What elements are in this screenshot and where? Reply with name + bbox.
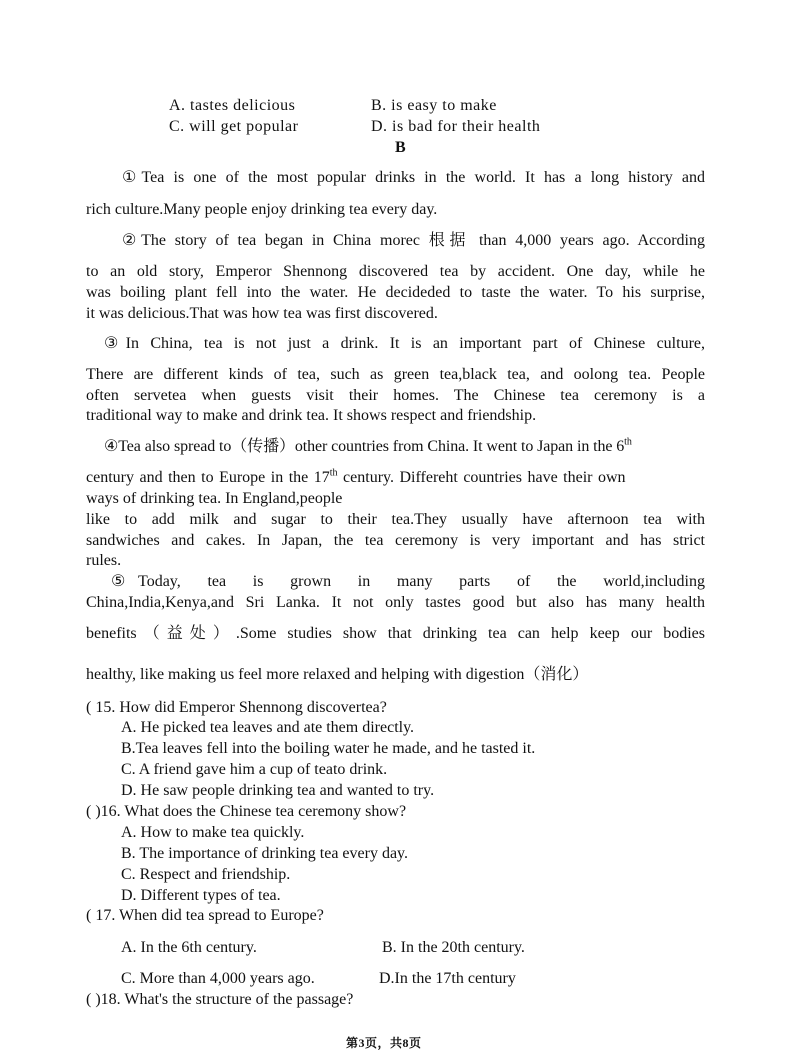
prev-option-c: C. will get popular xyxy=(169,118,299,135)
passage-line: China,India,Kenya,and Sri Lanka. It not only tastes good but also has many health xyxy=(86,594,705,611)
passage-line-text: century. Differeht countries have their own xyxy=(337,469,626,486)
answer-option: C. More than 4,000 years ago. xyxy=(121,970,315,987)
question-stem: ( 17. When did tea spread to Europe? xyxy=(86,907,324,924)
passage-line: healthy, like making us feel more relaxed and helping with digestion（消化） xyxy=(86,666,589,683)
passage-line: ①Tea is one of the most popular drinks in the world. It has a long history and xyxy=(122,169,705,186)
superscript: th xyxy=(329,467,338,479)
passage-line: ways of drinking tea. In England,people xyxy=(86,490,343,507)
passage-line: ⑤Today, tea is grown in many parts of the world,including xyxy=(111,573,705,590)
section-label: B xyxy=(395,139,406,156)
answer-option: D. He saw people drinking tea and wanted to try. xyxy=(121,782,435,799)
passage-line: traditional way to make and drink tea. It shows respect and friendship. xyxy=(86,407,537,424)
answer-option: C. Respect and friendship. xyxy=(121,866,291,883)
passage-line-text: ④Tea also spread to（传播）other countries from China. It went to Japan in the 6 xyxy=(104,438,625,455)
question-stem: ( 15. How did Emperor Shennong discovertea? xyxy=(86,699,387,716)
passage-line: it was delicious.That was how tea was first discovered. xyxy=(86,305,438,322)
passage-line: ③In China, tea is not just a drink. It is an important part of Chinese culture, xyxy=(104,335,705,352)
answer-option: A. How to make tea quickly. xyxy=(121,824,305,841)
passage-line xyxy=(86,468,705,488)
answer-option: A. In the 6th century. xyxy=(121,939,257,956)
passage-line: ②The story of tea began in China morec 根据 than 4,000 years ago. According xyxy=(122,232,705,249)
passage-line: like to add milk and sugar to their tea.They usually have afternoon tea with xyxy=(86,511,705,528)
answer-option: D. Different types of tea. xyxy=(121,887,281,904)
prev-option-a: A. tastes delicious xyxy=(169,97,296,114)
passage-line: to an old story, Emperor Shennong discovered tea by accident. One day, while he xyxy=(86,263,705,280)
prev-option-d: D. is bad for their health xyxy=(371,118,541,135)
page-footer: 第3页，共8页 xyxy=(346,1036,422,1050)
passage-line: rich culture.Many people enjoy drinking tea every day. xyxy=(86,201,438,218)
answer-option: B. In the 20th century. xyxy=(382,939,525,956)
passage-line xyxy=(104,437,705,457)
answer-option: B. The importance of drinking tea every day. xyxy=(121,845,409,862)
prev-option-b: B. is easy to make xyxy=(371,97,497,114)
passage-line: often servetea when guests visit their homes. The Chinese tea ceremony is a xyxy=(86,387,705,404)
passage-line: sandwiches and cakes. In Japan, the tea ceremony is very important and has strict xyxy=(86,532,705,549)
answer-option: B.Tea leaves fell into the boiling water he made, and he tasted it. xyxy=(121,740,536,757)
answer-option: D.In the 17th century xyxy=(379,970,516,987)
answer-option: A. He picked tea leaves and ate them directly. xyxy=(121,719,415,736)
passage-line-text: century and then to Europe in the 17 xyxy=(86,469,330,486)
answer-option: C. A friend gave him a cup of teato drink. xyxy=(121,761,388,778)
passage-line: rules. xyxy=(86,552,122,569)
question-stem: ( )16. What does the Chinese tea ceremony show? xyxy=(86,803,407,820)
passage-line: was boiling plant fell into the water. He decideded to taste the water. To his surprise, xyxy=(86,284,705,301)
superscript: th xyxy=(624,436,632,448)
question-stem: ( )18. What's the structure of the passage? xyxy=(86,991,354,1008)
passage-line: benefits（益处）.Some studies show that drinking tea can help keep our bodies xyxy=(86,625,705,642)
passage-line: There are different kinds of tea, such as green tea,black tea, and oolong tea. People xyxy=(86,366,705,383)
